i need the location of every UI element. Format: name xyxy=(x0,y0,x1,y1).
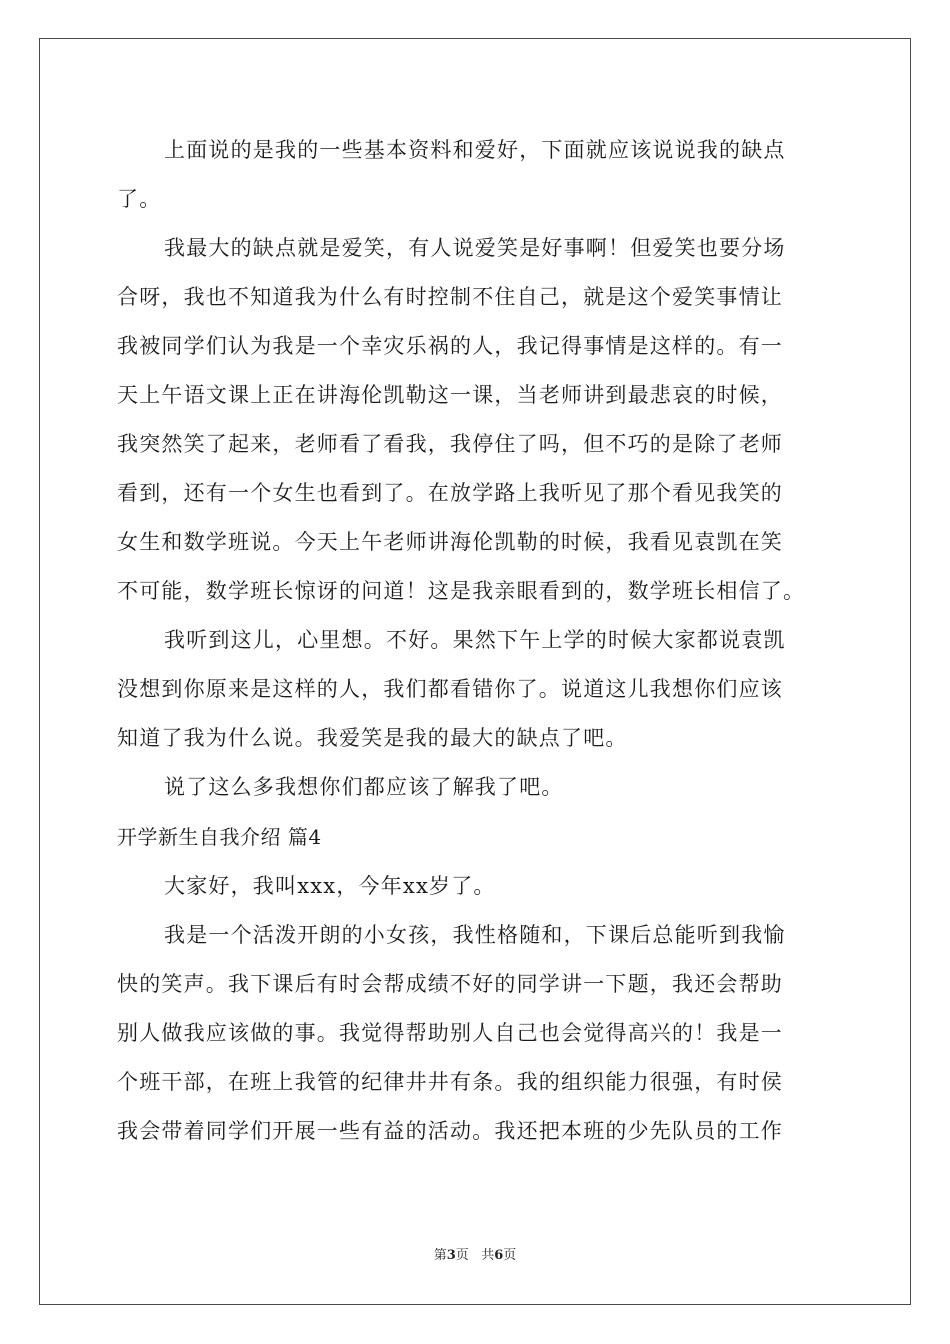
paragraph-line: 上面说的是我的一些基本资料和爱好，下面就应该说说我的缺点 xyxy=(164,138,786,162)
paragraph-line: 我被同学们认为我是一个幸灾乐祸的人，我记得事情是这样的。有一 xyxy=(117,334,783,358)
total-suffix: 页 xyxy=(503,1248,517,1263)
paragraph-line: 天上午语文课上正在讲海伦凯勒这一课，当老师讲到最悲哀的时候， xyxy=(117,383,783,407)
page-total: 6 xyxy=(494,1248,504,1263)
page-footer xyxy=(0,1247,950,1265)
page-suffix: 页 xyxy=(455,1248,469,1263)
paragraph-line: 快的笑声。我下课后有时会帮成绩不好的同学讲一下题，我还会帮助 xyxy=(117,972,783,996)
paragraph-line: 了。 xyxy=(117,187,162,211)
paragraph-line: 没想到你原来是这样的人，我们都看错你了。说道这儿我想你们应该 xyxy=(117,677,783,701)
paragraph-line: 看到，还有一个女生也看到了。在放学路上我听见了那个看见我笑的 xyxy=(117,481,783,505)
paragraph-line: 我是一个活泼开朗的小女孩，我性格随和，下课后总能听到我愉 xyxy=(164,923,786,947)
page-prefix: 第 xyxy=(433,1248,447,1263)
total-prefix: 共 xyxy=(481,1248,495,1263)
paragraph-line: 大家好，我叫xxx，今年xx岁了。 xyxy=(164,874,496,898)
paragraph-line: 知道了我为什么说。我爱笑是我的最大的缺点了吧。 xyxy=(117,726,628,750)
paragraph-line: 别人做我应该做的事。我觉得帮助别人自己也会觉得高兴的！我是一 xyxy=(117,1021,783,1045)
paragraph-line: 我听到这儿，心里想。不好。果然下午上学的时候大家都说袁凯 xyxy=(164,628,786,652)
paragraph-line: 我会带着同学们开展一些有益的活动。我还把本班的少先队员的工作 xyxy=(117,1119,783,1143)
paragraph-line: 说了这么多我想你们都应该了解我了吧。 xyxy=(164,775,564,799)
page-border xyxy=(39,38,911,1305)
paragraph-line: 不可能，数学班长惊讶的问道！这是我亲眼看到的，数学班长相信了。 xyxy=(117,579,806,603)
paragraph-line: 我突然笑了起来，老师看了看我，我停住了吗，但不巧的是除了老师 xyxy=(117,432,783,456)
section-heading: 开学新生自我介绍 篇4 xyxy=(117,825,322,849)
paragraph-line: 女生和数学班说。今天上午老师讲海伦凯勒的时候，我看见袁凯在笑 xyxy=(117,530,783,554)
paragraph-line: 个班干部，在班上我管的纪律井井有条。我的组织能力很强，有时侯 xyxy=(117,1070,783,1094)
paragraph-line: 合呀，我也不知道我为什么有时控制不住自己，就是这个爱笑事情让 xyxy=(117,285,783,309)
page-current: 3 xyxy=(446,1248,456,1263)
paragraph-line: 我最大的缺点就是爱笑，有人说爱笑是好事啊！但爱笑也要分场 xyxy=(164,236,786,260)
